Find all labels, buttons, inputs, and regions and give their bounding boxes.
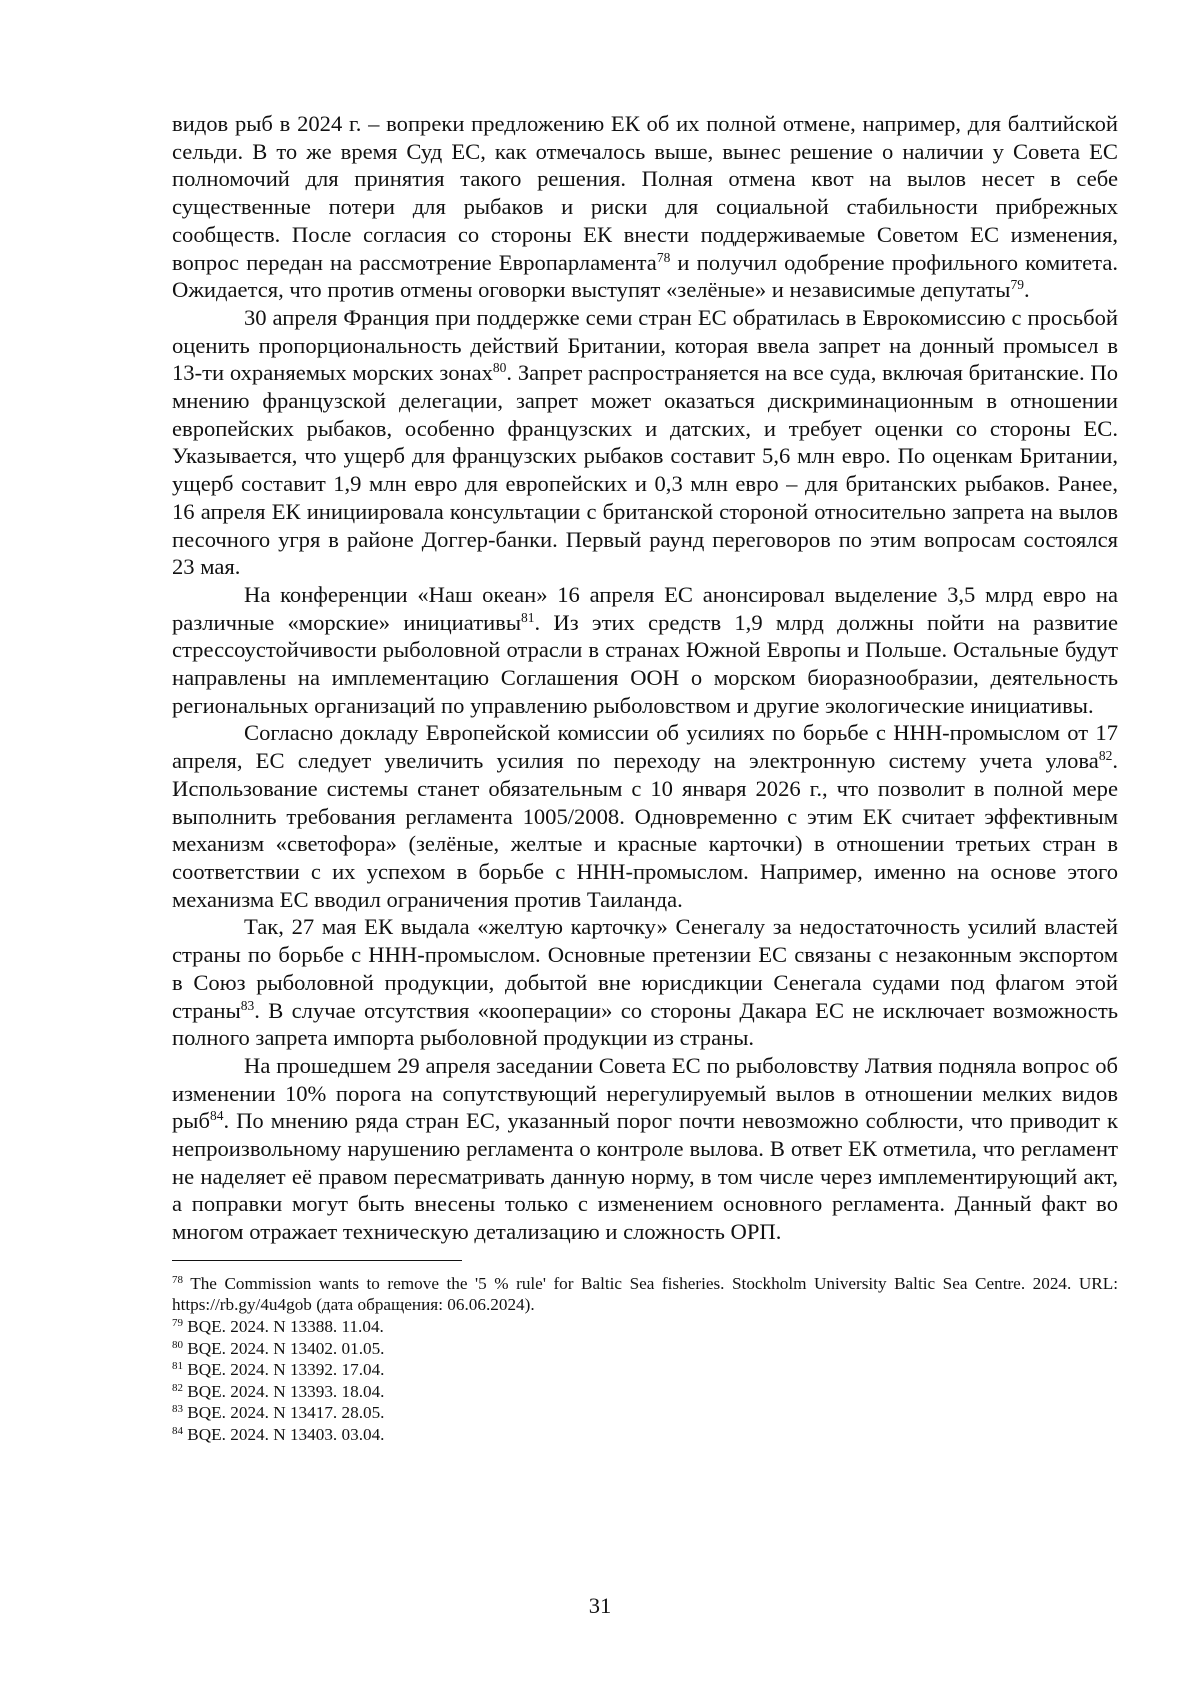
footnote-text: BQE. 2024. N 13388. 11.04. — [183, 1317, 384, 1337]
main-text — [172, 110, 1118, 1246]
paragraph-text: . — [1023, 277, 1030, 303]
paragraph-text: Так, 27 мая ЕК выдала «желтую карточку» Сенегалу за недостаточность усилий властей страны по борьбе с ННН-промыслом. Основные претензии ЕС связаны с незаконным экспортом в Союз рыболовной продукции, добытой вне юрисдикции Сенегала судами под флагом этой страны — [172, 914, 1118, 1023]
footnote-number: 83 — [172, 1403, 183, 1416]
footnote-number: 80 — [172, 1338, 183, 1351]
footnote — [172, 1359, 1118, 1381]
paragraph-text: . В случае отсутствия «кооперации» со стороны Дакара ЕС не исключает возможность полного запрета импорта рыболовной продукции из страны. — [172, 997, 1118, 1051]
paragraph-text: 30 апреля Франция при поддержке семи стран ЕС обратилась в Еврокомиссию с просьбой оценить пропорциональность действий Британии, которая ввела запрет на донный промысел в 13-ти охраняемых морских зонах — [172, 304, 1118, 386]
paragraph-text: . Запрет распространяется на все суда, включая британские. По мнению французской делегации, запрет может оказаться дискриминационным в отношении европейских рыбаков, особенно французских и датских, и требует оценки со стороны ЕС. Указывается, что ущерб для французских рыбаков составит 5,6 млн евро. По оценкам Британии, ущерб составит 1,9 млн евро для европейских и 0,3 млн евро – для британских рыбаков. Ранее, 16 апреля ЕК инициировала консультации с британской стороной относительно запрета на вылов песочного угря в районе Доггер-банки. Первый раунд переговоров по этим вопросам состоялся 23 мая. — [172, 360, 1118, 580]
footnote — [172, 1316, 1118, 1338]
footnote-number: 81 — [172, 1360, 183, 1373]
page — [172, 110, 1118, 1446]
footnotes — [172, 1273, 1118, 1446]
footnote-text: BQE. 2024. N 13403. 03.04. — [183, 1424, 385, 1444]
footnote-number: 79 — [172, 1317, 183, 1330]
footnote-text: BQE. 2024. N 13417. 28.05. — [183, 1403, 385, 1423]
footnote — [172, 1338, 1118, 1360]
paragraph — [172, 1052, 1118, 1246]
paragraph-text: видов рыб в 2024 г. – вопреки предложению ЕК об их полной отмене, например, для балтийской сельди. В то же время Суд ЕС, как отмечалось выше, вынес решение о наличии у Совета ЕС полномочий для принятия такого решения. Полная отмена квот на вылов несет в себе существенные потери для рыбаков и риски для социальной стабильности прибрежных сообществ. После согласия со стороны ЕК внести поддерживаемые Советом ЕС изменения, вопрос передан на рассмотрение Европарламента — [172, 111, 1118, 275]
paragraph-text: . Использование системы станет обязательным с 10 января 2026 г., что позволит в полной мере выполнить требования регламента 1005/2008. Одновременно с этим ЕК считает эффективным механизм «светофора» (зелёные, желтые и красные карточки) в отношении третьих стран в соответствии с их успехом в борьбе с ННН-промыслом. Например, именно на основе этого механизма ЕС вводил ограничения против Таиланда. — [172, 748, 1118, 912]
footnote — [172, 1381, 1118, 1403]
footnote-reference: 78 — [656, 249, 671, 265]
page-number: 31 — [588, 1593, 612, 1618]
footnote-text: BQE. 2024. N 13392. 17.04. — [183, 1360, 385, 1380]
footnote-text: BQE. 2024. N 13402. 01.05. — [183, 1338, 385, 1358]
footnote-text: BQE. 2024. N 13393. 18.04. — [183, 1381, 385, 1401]
paragraph — [172, 913, 1118, 1052]
paragraph-text: Согласно докладу Европейской комиссии об усилиях по борьбе с ННН-промыслом от 17 апреля, ЕС следует увеличить усилия по переходу на электронную систему учета улова — [172, 720, 1118, 774]
footnote — [172, 1424, 1118, 1446]
footnote-reference: 81 — [521, 609, 535, 625]
footnote-number: 82 — [172, 1381, 183, 1394]
paragraph — [172, 304, 1118, 581]
footnote-number: 84 — [172, 1424, 183, 1437]
paragraph-text: . Из этих средств 1,9 млрд должны пойти на развитие стрессоустойчивости рыболовной отрасли в странах Южной Европы и Польше. Остальные будут направлены на имплементацию Соглашения ООН о морском биоразнообразии, деятельность региональных организаций по управлению рыболовством и другие экологические инициативы. — [172, 609, 1118, 718]
footnote-reference: 83 — [240, 997, 255, 1013]
footnote-reference: 80 — [492, 360, 507, 376]
paragraph-text: На конференции «Наш океан» 16 апреля ЕС анонсировал выделение 3,5 млрд евро на различные «морские» инициативы — [172, 581, 1118, 635]
paragraph-text: . По мнению ряда стран ЕС, указанный порог почти невозможно соблюсти, что приводит к непроизвольному нарушению регламента о контроле вылова. В ответ ЕК отметила, что регламент не наделяет её правом пересматривать данную норму, в том числе через имплементирующий акт, а поправки могут быть внесены только с изменением основного регламента. Данный факт во многом отражает техническую детализацию и сложность ОРП. — [172, 1108, 1118, 1245]
footnote — [172, 1402, 1118, 1424]
paragraph — [172, 581, 1118, 720]
paragraph — [172, 110, 1118, 304]
paragraph — [172, 719, 1118, 913]
footnote-reference: 82 — [1098, 748, 1113, 764]
paragraph-text: На прошедшем 29 апреля заседании Совета ЕС по рыболовству Латвия подняла вопрос об изменении 10% порога на сопутствующий нерегулируемый вылов в отношении мелких видов рыб — [172, 1052, 1118, 1134]
footnote — [172, 1273, 1118, 1316]
footnote-reference: 84 — [209, 1108, 224, 1124]
footnote-text: The Commission wants to remove the '5 % rule' for Baltic Sea fisheries. Stockholm University Baltic Sea Centre. 2024. URL: https://rb.gy/4u4gob (дата обращения: 06.06.2024). — [172, 1273, 1118, 1315]
paragraph-text: и получил одобрение профильного комитета. Ожидается, что против отмены оговорки выступят «зелёные» и независимые депутаты — [172, 249, 1118, 303]
footnote-reference: 79 — [1010, 277, 1024, 293]
footnote-number: 78 — [172, 1273, 183, 1286]
footnote-separator — [172, 1260, 462, 1261]
